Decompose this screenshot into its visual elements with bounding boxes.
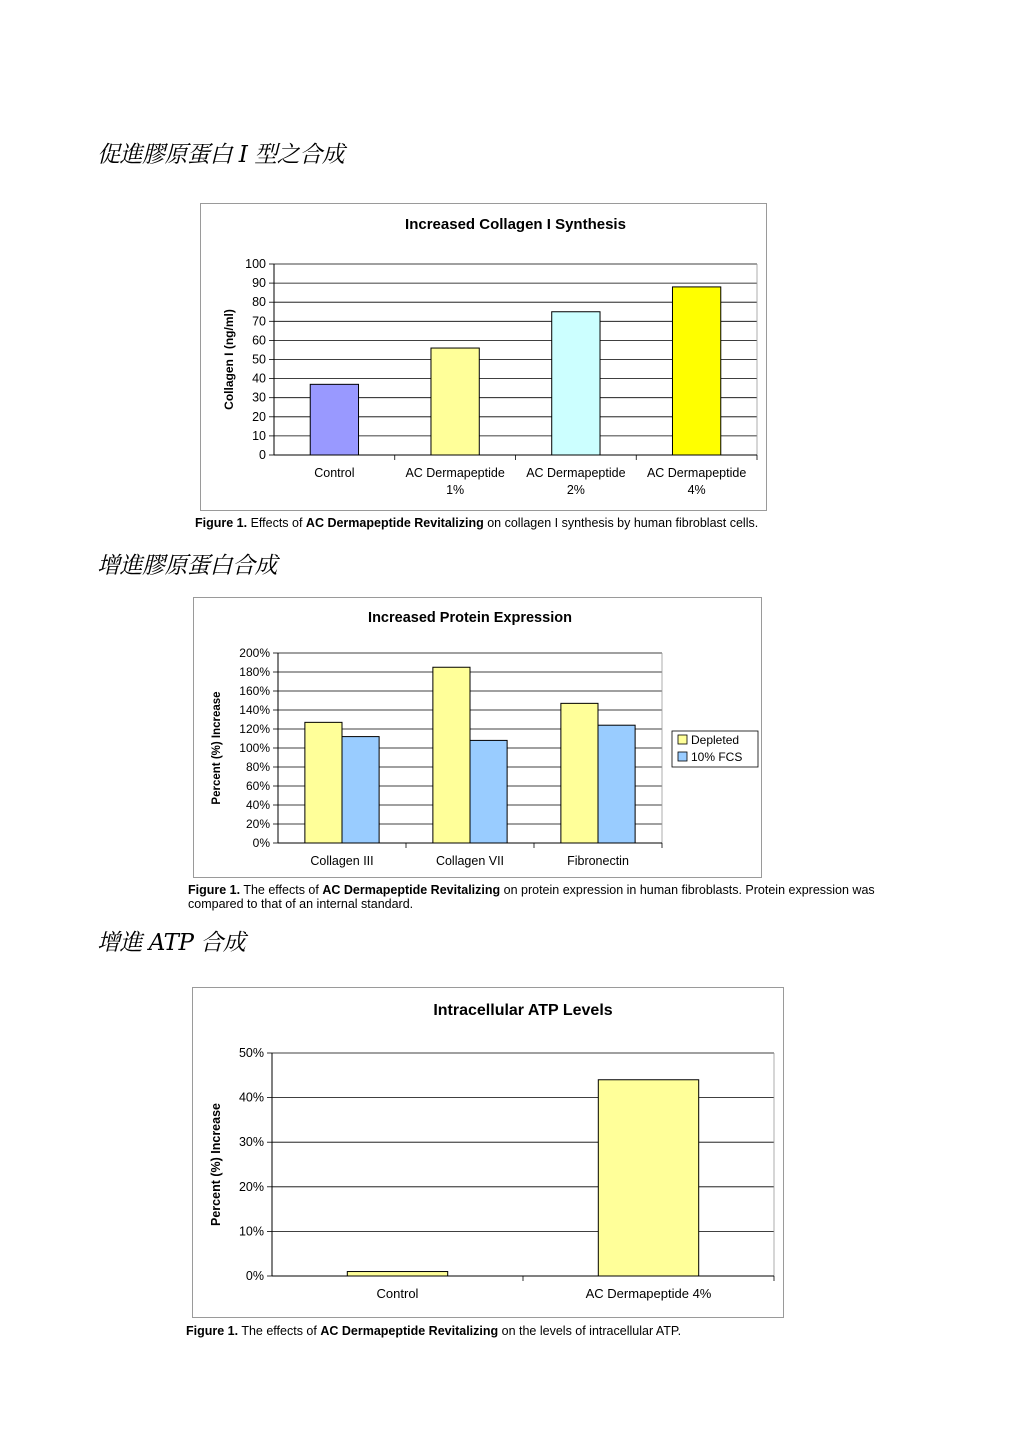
x-category-label: AC Dermapeptide <box>405 466 505 480</box>
caption-text: on protein expression in human fibroblasts. Protein expression was compared to that of an internal standard. <box>188 883 875 911</box>
chart-protein-expression <box>193 597 762 878</box>
chart-title: Increased Protein Expression <box>368 610 572 626</box>
chart-atp-levels-svg <box>193 988 785 1319</box>
chart-protein-expression-svg <box>194 598 763 879</box>
caption-text: The effects of <box>240 883 323 897</box>
x-category-label: 2% <box>566 483 585 497</box>
caption-product: AC Dermapeptide Revitalizing <box>305 516 484 530</box>
y-tick-label: 40 <box>252 371 266 386</box>
x-category-label: Control <box>314 466 355 480</box>
y-tick-label: 10% <box>238 1224 264 1239</box>
y-tick-label: 0% <box>245 1269 264 1283</box>
y-tick-label: 0% <box>252 836 270 850</box>
caption-fig1 <box>195 516 895 530</box>
y-tick-label: 20 <box>252 409 266 424</box>
chart-title: Increased Collagen I Synthesis <box>405 216 626 233</box>
bar-depleted-0 <box>305 722 342 843</box>
y-tick-label: 20% <box>238 1179 264 1194</box>
bar-10-fcs-0 <box>342 737 379 843</box>
bar-depleted-2 <box>561 703 598 843</box>
x-category-label: 4% <box>687 483 706 497</box>
caption-text: on the levels of intracellular ATP. <box>498 1324 682 1338</box>
chart-collagen-i <box>200 203 767 511</box>
y-tick-label: 90 <box>252 276 266 291</box>
caption-text: Effects of <box>247 516 306 530</box>
heading-collagen-i: 促進膠原蛋白 I 型之合成 <box>97 142 345 168</box>
heading-protein-expression: 增進膠原蛋白合成 <box>97 553 277 579</box>
legend-swatch <box>678 735 687 744</box>
y-tick-label: 120% <box>239 722 270 736</box>
caption-fig3 <box>186 1324 886 1338</box>
y-tick-label: 140% <box>239 703 270 717</box>
y-tick-label: 40% <box>245 798 270 812</box>
x-category-label: AC Dermapeptide 4% <box>585 1286 712 1301</box>
caption-product: AC Dermapeptide Revitalizing <box>322 883 501 897</box>
x-category-label: Control <box>376 1286 419 1301</box>
y-tick-label: 40% <box>238 1090 264 1105</box>
legend-swatch <box>678 752 687 761</box>
caption-fig-label: Figure 1. <box>188 883 241 897</box>
chart-collagen-i-svg <box>201 204 768 512</box>
x-category-label: Fibronectin <box>567 854 629 868</box>
x-category-label: AC Dermapeptide <box>646 466 747 480</box>
caption-fig-label: Figure 1. <box>195 516 248 530</box>
y-tick-label: 50% <box>238 1046 264 1060</box>
y-axis-label: Percent (%) Increase <box>209 1103 223 1226</box>
bar-10-fcs-2 <box>598 725 635 843</box>
y-tick-label: 50 <box>252 352 266 367</box>
y-tick-label: 100% <box>239 741 270 755</box>
y-axis-label: Percent (%) Increase <box>211 691 223 805</box>
y-tick-label: 70 <box>252 314 266 329</box>
bar-1 <box>598 1080 698 1276</box>
x-category-label: Collagen III <box>310 854 374 868</box>
y-tick-label: 60% <box>245 779 270 793</box>
caption-fig-label: Figure 1. <box>186 1324 239 1338</box>
caption-fig2 <box>188 883 903 911</box>
bar-0 <box>310 384 358 455</box>
y-tick-label: 30% <box>238 1135 264 1150</box>
legend-label: Depleted <box>691 733 740 747</box>
y-tick-label: 180% <box>239 665 270 679</box>
y-tick-label: 60 <box>252 333 266 348</box>
bar-3 <box>672 287 720 455</box>
chart-title: Intracellular ATP Levels <box>433 1002 613 1019</box>
bar-10-fcs-1 <box>470 740 507 843</box>
x-category-label: 1% <box>446 483 465 497</box>
caption-product: AC Dermapeptide Revitalizing <box>320 1324 499 1338</box>
caption-text: The effects of <box>238 1324 321 1338</box>
chart-atp-levels <box>192 987 784 1318</box>
bar-1 <box>431 348 479 455</box>
y-tick-label: 0 <box>259 448 266 462</box>
y-tick-label: 80% <box>245 760 270 774</box>
y-tick-label: 10 <box>252 428 266 443</box>
x-category-label: AC Dermapeptide <box>526 466 626 480</box>
y-tick-label: 20% <box>245 817 270 831</box>
y-tick-label: 100 <box>245 257 266 271</box>
y-tick-label: 80 <box>252 295 266 310</box>
heading-atp: 增進 ATP 合成 <box>97 930 246 956</box>
y-tick-label: 200% <box>239 646 270 660</box>
y-axis-label: Collagen I (ng/ml) <box>222 309 236 410</box>
caption-text: on collagen I synthesis by human fibroblast cells. <box>483 516 759 530</box>
x-category-label: Collagen VII <box>435 854 505 868</box>
legend-label: 10% FCS <box>691 750 743 764</box>
bar-0 <box>347 1272 447 1276</box>
y-tick-label: 30 <box>252 390 266 405</box>
bar-depleted-1 <box>433 667 470 843</box>
bar-2 <box>552 312 600 455</box>
y-tick-label: 160% <box>239 684 270 698</box>
